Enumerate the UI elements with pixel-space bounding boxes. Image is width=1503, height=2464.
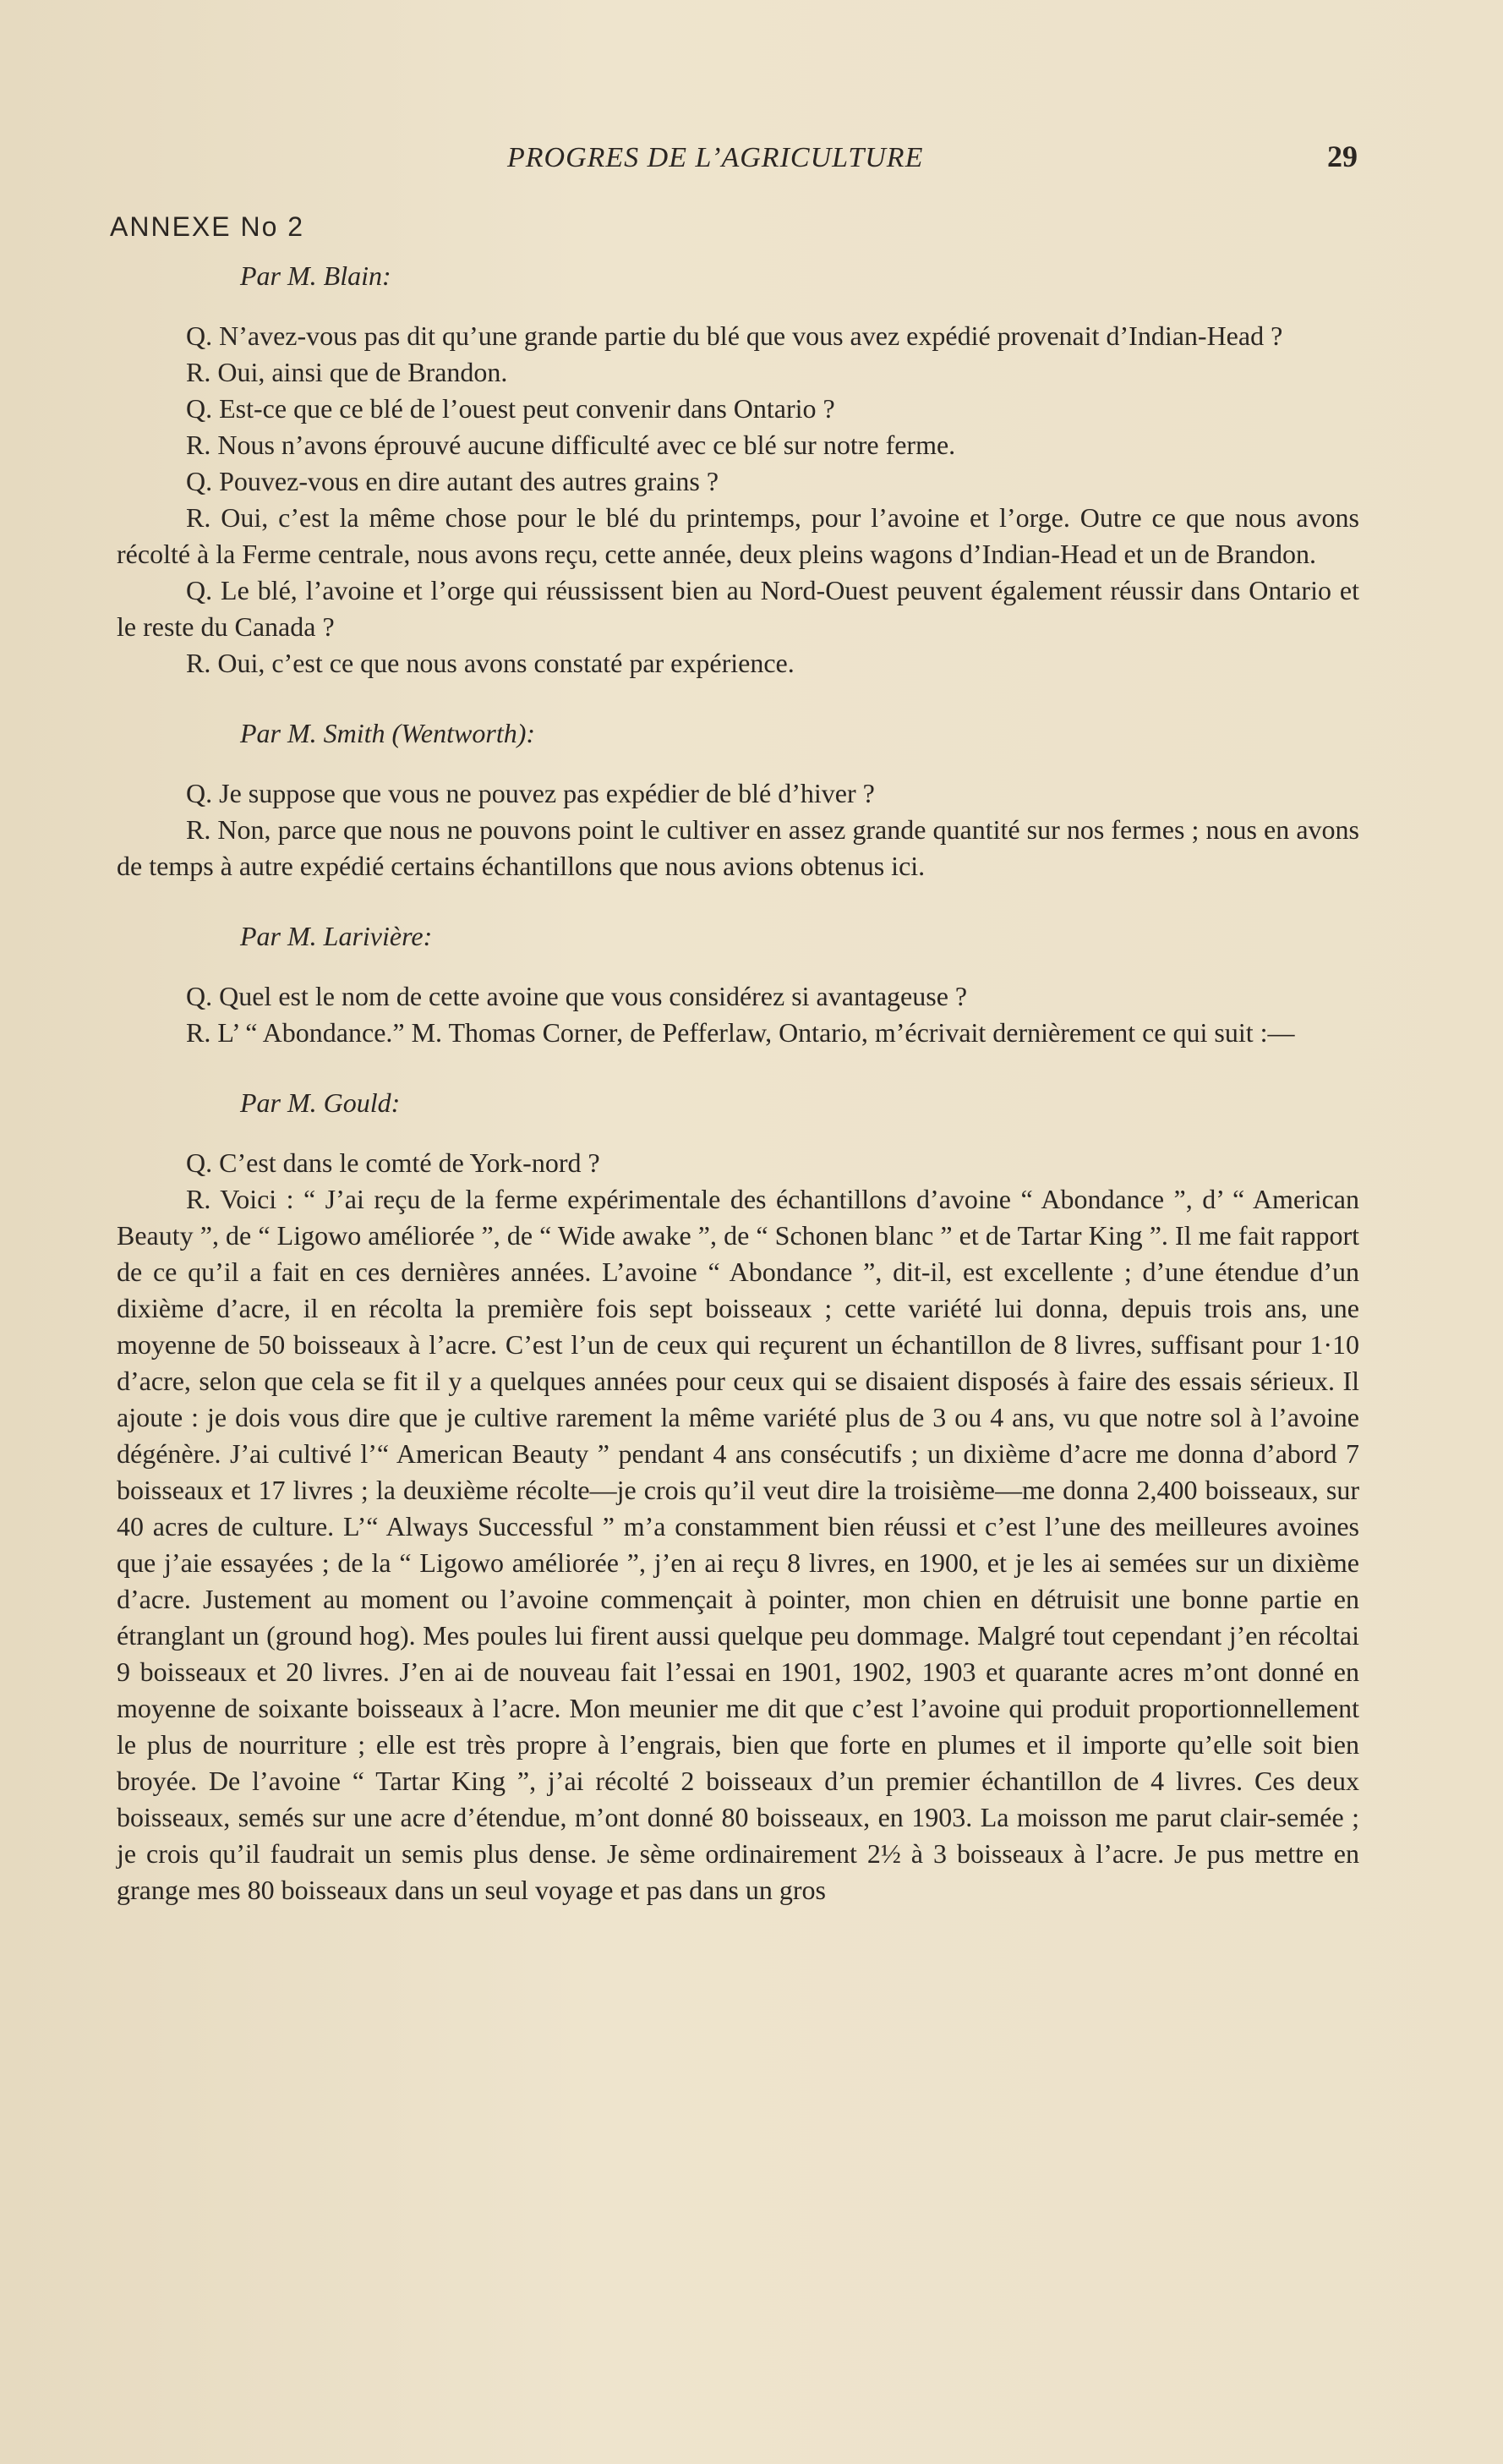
- speaker-heading: Par M. Gould:: [240, 1087, 401, 1118]
- answer-paragraph: R. Oui, c’est la même chose pour le blé du printemps, pour l’avoine et l’orge. Outre ce que nous avons récolté à la Ferme centrale, nous avons reçu, cette année, deux pleins wagons d’Indian-Head et un de Brandon.: [117, 502, 1359, 569]
- question-paragraph: Q. Pouvez-vous en dire autant des autres grains ?: [186, 466, 719, 496]
- question-paragraph: Q. N’avez-vous pas dit qu’une grande partie du blé que vous avez expédié provenait d’Indian-Head ?: [186, 320, 1283, 351]
- annex-label: ANNEXE No 2: [110, 211, 305, 242]
- answer-paragraph: R. Nous n’avons éprouvé aucune difficulté avec ce blé sur notre ferme.: [186, 430, 956, 460]
- speaker-heading: Par M. Larivière:: [240, 921, 433, 951]
- section-lariviere: [117, 918, 1359, 1051]
- answer-paragraph: R. Non, parce que nous ne pouvons point le cultiver en assez grande quantité sur nos fermes ; nous en avons de temps à autre expédié certains échantillons que nous avions obtenus ici.: [117, 814, 1359, 881]
- answer-paragraph: R. Voici : “ J’ai reçu de la ferme expérimentale des échantillons d’avoine “ Abondance ”, d’ “ American Beauty ”, de “ Ligowo améliorée ”, de “ Wide awake ”, de “ Schonen blanc ” et de Tartar King ”. Il me fait rapport de ce qu’il a fait en ces dernières années. L’avoine “ Abondance ”, dit-il, est excellente ; d’une étendue d’un dixième d’acre, il en récolta la première fois sept boisseaux ; cette variété lui donna, depuis trois ans, une moyenne de 50 boisseaux à l’acre. C’est l’un de ceux qui reçurent un échantillon de 8 livres, suffisant pour 1·10 d’acre, selon que cela se fit il y a quelques années pour ceux qui se disaient disposés à faire des essais sérieux. Il ajoute : je dois vous dire que je cultive rarement la même variété plus de 3 ou 4 ans, vu que notre sol à l’avoine dégénère. J’ai cultivé l’“ American Beauty ” pendant 4 ans consécutifs ; un dixième d’acre me donna d’abord 7 boisseaux et 17 livres ; la deuxième récolte—je crois qu’il veut dire la troisième—me donna 2,400 boisseaux, sur 40 acres de culture. L’“ Always Successful ” m’a constamment bien réussi et c’est l’une des meilleures avoines que j’aie essayées ; de la “ Ligowo améliorée ”, j’en ai reçu 8 livres, en 1900, et je les ai semées sur un dixième d’acre. Justement au moment ou l’avoine commençait à pointer, mon chien en détruisit une bonne partie en étranglant un (ground hog). Mes poules lui firent aussi quelque peu dommage. Malgré tout cependant j’en récoltai 9 boisseaux et 20 livres. J’en ai de nouveau fait l’essai en 1901, 1902, 1903 et quarante acres m’ont donné en moyenne de soixante boisseaux à l’acre. Mon meunier me dit que c’est l’avoine qui produit proportionnellement le plus de nourriture ; elle est très propre à l’engrais, bien que forte en plumes et il importe qu’elle soit bien broyée. De l’avoine “ Tartar King ”, j’ai récolté 2 boisseaux d’un premier échantillon de 4 livres. Ces deux boisseaux, semés sur une acre d’étendue, m’ont donné 80 boisseaux, en 1903. La moisson me parut clair-semée ; je crois qu’il faudrait un semis plus dense. Je sème ordinairement 2½ à 3 boisseaux à l’acre. Je pus mettre en grange mes 80 boisseaux dans un seul voyage et pas dans un gros: [117, 1184, 1359, 1905]
- question-paragraph: Q. Est-ce que ce blé de l’ouest peut convenir dans Ontario ?: [186, 393, 835, 424]
- speaker-heading: Par M. Smith (Wentworth):: [240, 718, 536, 748]
- section-blain: [117, 258, 1359, 682]
- section-smith: [117, 715, 1359, 884]
- answer-paragraph: R. L’ “ Abondance.” M. Thomas Corner, de Pefferlaw, Ontario, m’écrivait dernièrement ce qui suit :—: [186, 1017, 1295, 1048]
- question-paragraph: Q. Le blé, l’avoine et l’orge qui réussissent bien au Nord-Ouest peuvent également réussir dans Ontario et le reste du Canada ?: [117, 575, 1359, 642]
- section-gould: [117, 1085, 1359, 1908]
- answer-paragraph: R. Oui, c’est ce que nous avons constaté par expérience.: [186, 648, 795, 678]
- answer-paragraph: R. Oui, ainsi que de Brandon.: [186, 357, 508, 387]
- page-header: [0, 142, 1503, 184]
- document-body: [117, 258, 1359, 1917]
- running-title: PROGRES DE L’AGRICULTURE: [507, 142, 924, 173]
- question-paragraph: Q. C’est dans le comté de York-nord ?: [186, 1147, 600, 1178]
- speaker-heading: Par M. Blain:: [240, 260, 391, 291]
- question-paragraph: Q. Je suppose que vous ne pouvez pas expédier de blé d’hiver ?: [186, 778, 875, 808]
- question-paragraph: Q. Quel est le nom de cette avoine que vous considérez si avantageuse ?: [186, 981, 968, 1011]
- page-number: 29: [1327, 140, 1358, 173]
